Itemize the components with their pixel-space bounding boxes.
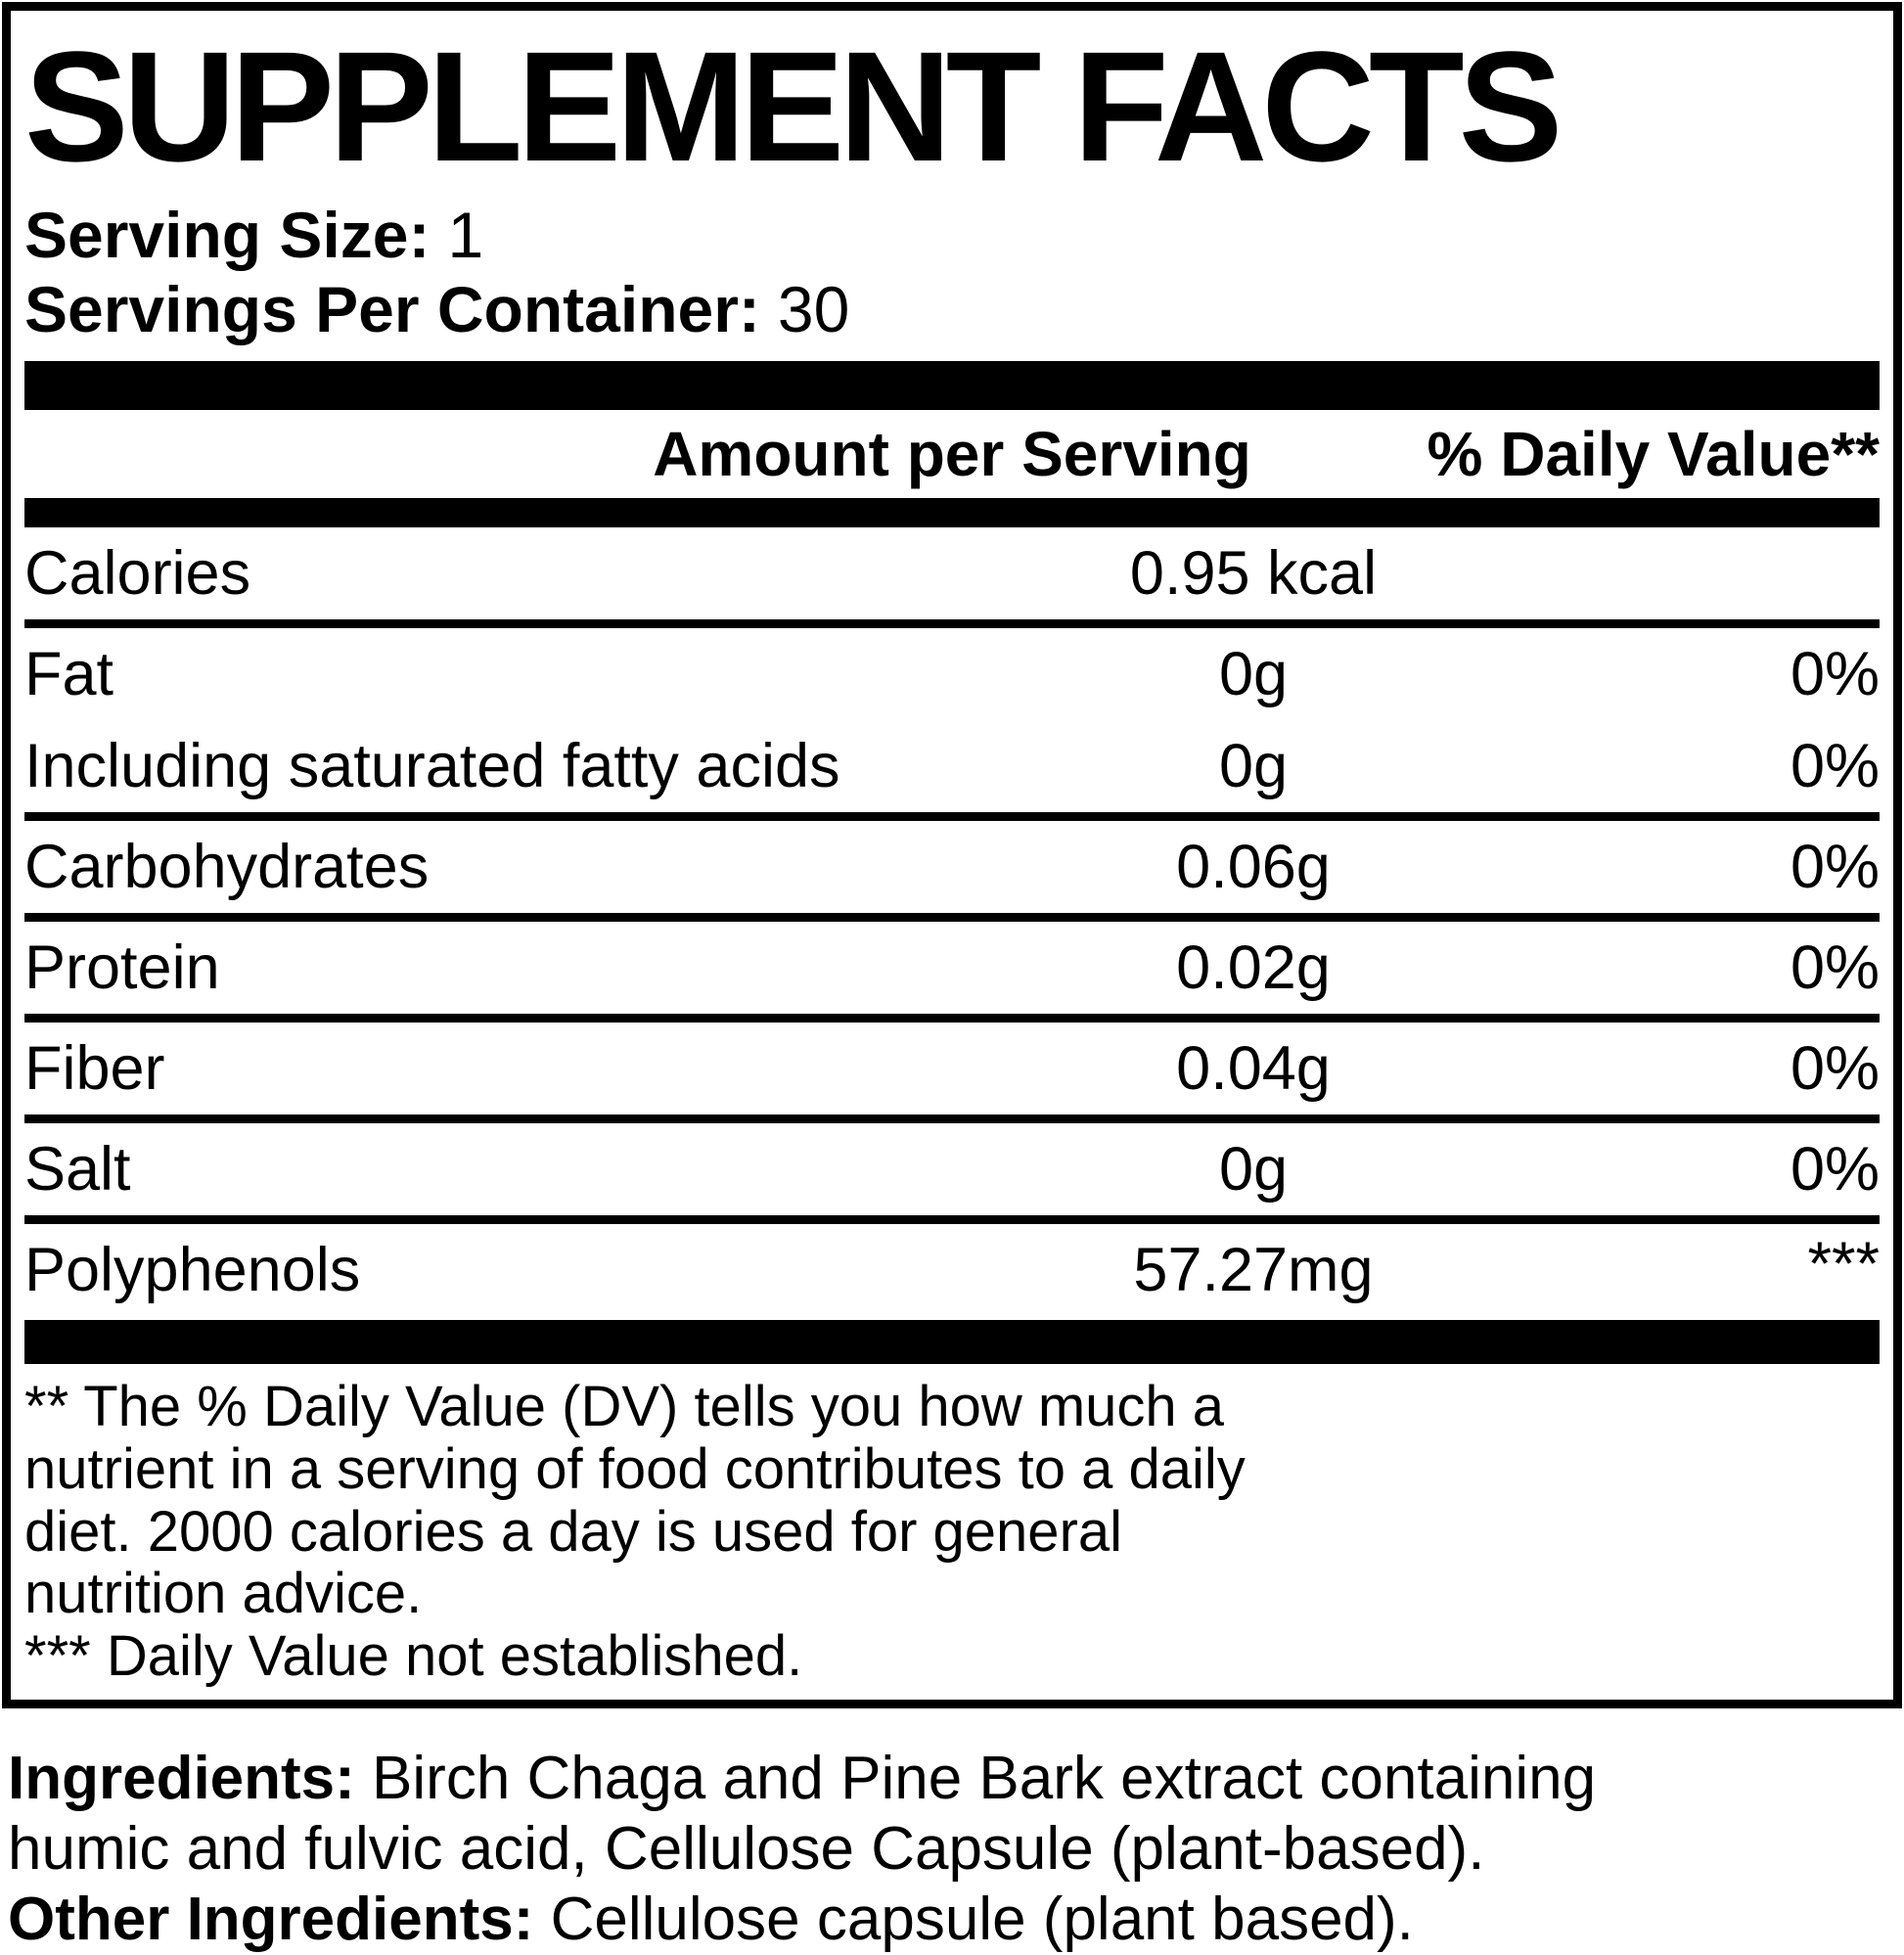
serving-size-value: 1	[447, 199, 484, 271]
daily-value-footnote	[24, 1376, 1880, 1688]
other-ingredients-text: Cellulose capsule (plant based).	[533, 1885, 1414, 1953]
divider-bar-header	[24, 498, 1880, 527]
nutrient-amount: 0.02g	[1176, 932, 1331, 1002]
ingredients-label: Ingredients:	[8, 1745, 355, 1812]
nutrient-amount: 0g	[1218, 731, 1289, 800]
nutrient-dv: 0%	[1790, 832, 1880, 901]
table-row-salt	[24, 1123, 1880, 1224]
nutrient-name: Including saturated fatty acids	[24, 731, 840, 800]
nutrient-name: Protein	[24, 932, 220, 1002]
nutrient-amount: 0g	[1218, 1134, 1289, 1204]
nutrient-amount: 0.95 kcal	[1129, 538, 1378, 608]
nutrient-name: Fiber	[24, 1033, 165, 1103]
daily-value-header: % Daily Value**	[1427, 418, 1880, 489]
other-ingredients-line	[8, 1885, 1900, 1955]
divider-bar-bottom	[24, 1320, 1880, 1364]
facts-panel	[2, 2, 1902, 1708]
table-row-fiber	[24, 1023, 1880, 1123]
ingredients-line-2	[8, 1814, 1900, 1885]
nutrient-name: Carbohydrates	[24, 832, 430, 901]
table-header-row	[24, 410, 1880, 498]
servings-per-container-value: 30	[777, 272, 850, 345]
table-row-protein	[24, 922, 1880, 1023]
nutrient-dv: 0%	[1790, 639, 1880, 708]
nutrient-amount: 0.06g	[1176, 832, 1331, 901]
footnote-line: ** The % Daily Value (DV) tells you how much a	[24, 1375, 1225, 1439]
serving-size-label: Serving Size:	[24, 199, 431, 271]
nutrient-amount: 0g	[1218, 639, 1289, 708]
ingredients-line-1	[8, 1744, 1900, 1814]
table-row-carbohydrates	[24, 821, 1880, 922]
footnote-line: diet. 2000 calories a day is used for general	[24, 1499, 1123, 1564]
servings-per-container-line	[24, 273, 1880, 347]
serving-size-line	[24, 199, 1880, 273]
nutrient-dv: 0%	[1790, 1033, 1880, 1103]
ingredients-text: humic and fulvic acid, Cellulose Capsule (plant-based).	[8, 1814, 1485, 1883]
nutrient-dv: 0%	[1790, 1134, 1880, 1204]
nutrient-dv: 0%	[1790, 731, 1880, 800]
nutrient-name: Polyphenols	[24, 1236, 361, 1304]
table-row-fat	[24, 628, 1880, 720]
amount-per-serving-header: Amount per Serving	[653, 418, 1251, 489]
table-row-saturated-fat	[24, 720, 1880, 821]
nutrient-amount: 57.27mg	[1133, 1236, 1374, 1304]
panel-title: SUPPLEMENT FACTS	[24, 19, 1558, 194]
nutrient-name: Calories	[24, 538, 251, 608]
nutrient-amount: 0.04g	[1176, 1033, 1331, 1103]
nutrient-name: Salt	[24, 1134, 131, 1204]
footnote-line: nutrition advice.	[24, 1562, 423, 1626]
nutrient-dv: 0%	[1790, 932, 1880, 1002]
ingredients-text: Birch Chaga and Pine Bark extract containing	[354, 1745, 1597, 1812]
footnote-line: *** Daily Value not established.	[24, 1624, 803, 1689]
servings-per-container-label: Servings Per Container:	[24, 272, 760, 345]
table-row-calories	[24, 527, 1880, 628]
footnote-line: nutrient in a serving of food contributes to a daily	[24, 1436, 1246, 1501]
other-ingredients-label: Other Ingredients:	[8, 1885, 534, 1953]
nutrient-name: Fat	[24, 639, 114, 708]
divider-bar-top	[24, 361, 1880, 410]
nutrient-dv: ***	[1807, 1230, 1880, 1298]
table-row-polyphenols	[24, 1224, 1880, 1316]
ingredients-section	[8, 1744, 1900, 1955]
